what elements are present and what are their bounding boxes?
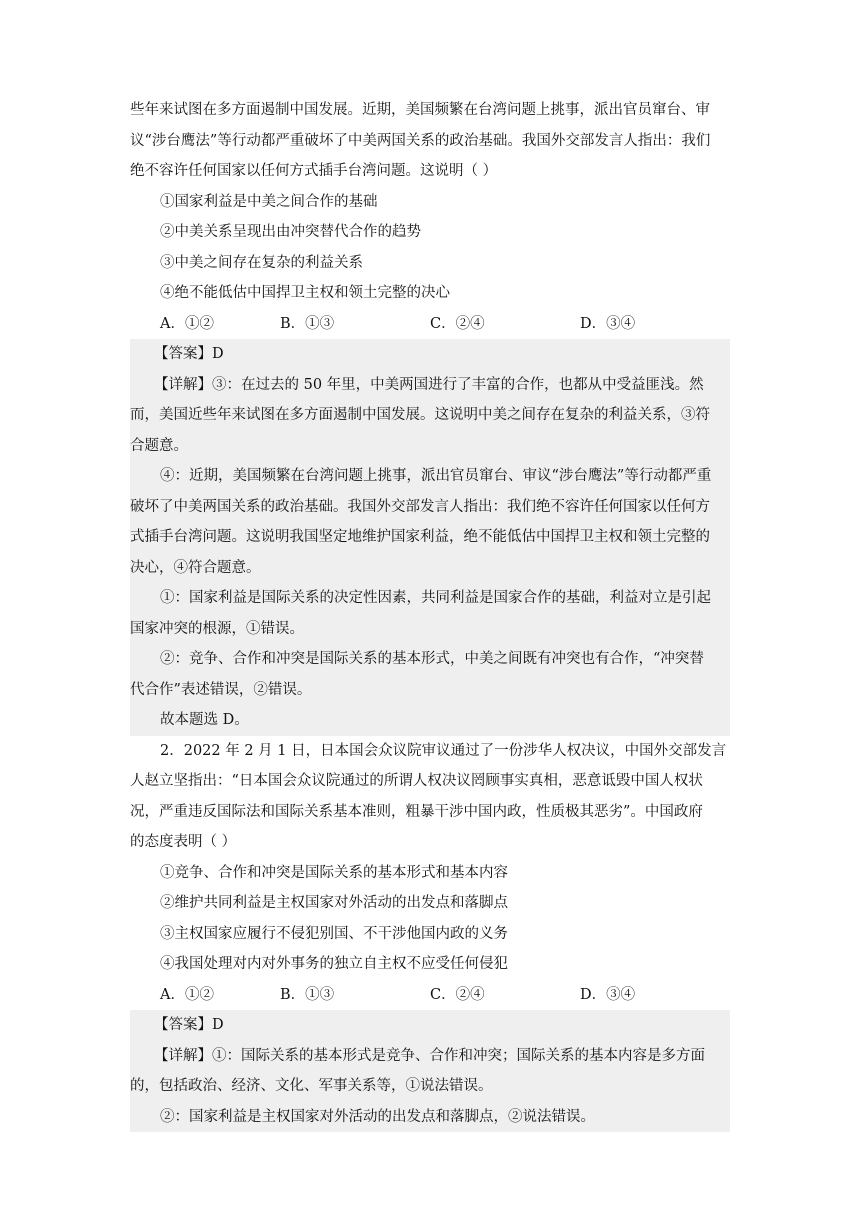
q1-answer: 【答案】D [154, 346, 224, 362]
q1-detail-line: ④：近期，美国频繁在台湾问题上挑事，派出官员窜台、审议“涉台鹰法”等行动都严重 [160, 468, 712, 484]
q2-option-b: B．①③ [280, 986, 335, 1003]
q2-stem-line: 2．2022 年 2 月 1 日，日本国会众议院审议通过了一份涉华人权决议，中国外交部发言 [160, 742, 727, 759]
q1-detail-line: 破坏了中美两国关系的政治基础。我国外交部发言人指出：我们绝不容许任何国家以任何方 [130, 498, 710, 515]
q1-detail-line: 故本题选 D。 [160, 712, 249, 728]
q1-detail-line: 代合作”表述错误，②错误。 [130, 681, 312, 698]
q1-detail-line: ①：国家利益是国际关系的决定性因素，共同利益是国家合作的基础，利益对立是引起 [160, 590, 711, 606]
q2-stem-line: 人赵立坚指出：“日本国会众议院通过的所谓人权决议罔顾事实真相，恶意诋毁中国人权状 [130, 773, 703, 789]
q2-option-a: A．①② [160, 986, 214, 1003]
q2-detail-line: 【详解】①：国际关系的基本形式是竞争、合作和冲突；国际关系的基本内容是多方面 [154, 1047, 705, 1064]
q1-item: ①国家利益是中美之间合作的基础 [160, 193, 378, 210]
q2-stem-line: 况，严重违反国际法和国际关系基本准则，粗暴干涉中国内政，性质极其恶劣”。中国政府 [130, 803, 703, 820]
q1-stem-line: 些年来试图在多方面遏制中国发展。近期，美国频繁在台湾问题上挑事，派出官员窜台、审 [130, 102, 710, 118]
q1-item: ②中美关系呈现出由冲突替代合作的趋势 [160, 224, 421, 240]
q2-item: ④我国处理对内对外事务的独立自主权不应受任何侵犯 [160, 956, 508, 972]
q1-detail-line: 合题意。 [130, 437, 188, 454]
q1-stem-line: 绝不容许任何国家以任何方式插手台湾问题。这说明（ ） [130, 163, 498, 179]
q1-items [130, 187, 730, 309]
q2-option-d: D．③④ [580, 986, 636, 1003]
q1-options [130, 309, 730, 340]
q2-detail-line: 的，包括政治、经济、文化、军事关系等，①说法错误。 [130, 1078, 493, 1094]
document-content [130, 95, 730, 1132]
q1-detail-line: 国家冲突的根源，①错误。 [130, 620, 304, 637]
q1-detail-line: 而，美国近些年来试图在多方面遏制中国发展。这说明中美之间存在复杂的利益关系，③符 [130, 407, 710, 423]
q2-stem [130, 736, 730, 858]
q2-option-c: C．②④ [430, 986, 485, 1003]
q1-detail-line: 【详解】③：在过去的 50 年里，中美两国进行了丰富的合作，也都从中受益匪浅。然 [154, 376, 704, 393]
q2-item: ③主权国家应履行不侵犯别国、不干涉他国内政的义务 [160, 925, 508, 942]
q1-item: ③中美之间存在复杂的利益关系 [160, 254, 363, 271]
q1-item: ④绝不能低估中国捍卫主权和领土完整的决心 [160, 285, 450, 301]
q1-option-c: C．②④ [430, 315, 485, 332]
q1-stem-line: 议“涉台鹰法”等行动都严重破坏了中美两国关系的政治基础。我国外交部发言人指出：我们 [130, 132, 711, 149]
q1-option-d: D．③④ [580, 315, 636, 332]
q2-item: ①竞争、合作和冲突是国际关系的基本形式和基本内容 [160, 864, 508, 881]
q2-stem-line: 的态度表明（ ） [130, 834, 237, 850]
q1-answer-block [130, 339, 730, 736]
q1-option-a: A．①② [160, 315, 214, 332]
q1-detail-line: ②：竞争、合作和冲突是国际关系的基本形式，中美之间既有冲突也有合作，“冲突替 [160, 651, 704, 667]
q2-item: ②维护共同利益是主权国家对外活动的出发点和落脚点 [160, 895, 508, 911]
q1-stem [130, 95, 730, 187]
q2-detail-line: ②：国家利益是主权国家对外活动的出发点和落脚点，②说法错误。 [160, 1108, 595, 1125]
q2-answer: 【答案】D [154, 1017, 224, 1033]
q1-option-b: B．①③ [280, 315, 335, 332]
q2-items [130, 858, 730, 980]
q2-answer-block [130, 1010, 730, 1132]
q1-detail-line: 决心，④符合题意。 [130, 559, 261, 576]
q1-detail-line: 式插手台湾问题。这说明我国坚定地维护国家利益，绝不能低估中国捍卫主权和领土完整的 [130, 529, 710, 545]
q2-options [130, 980, 730, 1011]
